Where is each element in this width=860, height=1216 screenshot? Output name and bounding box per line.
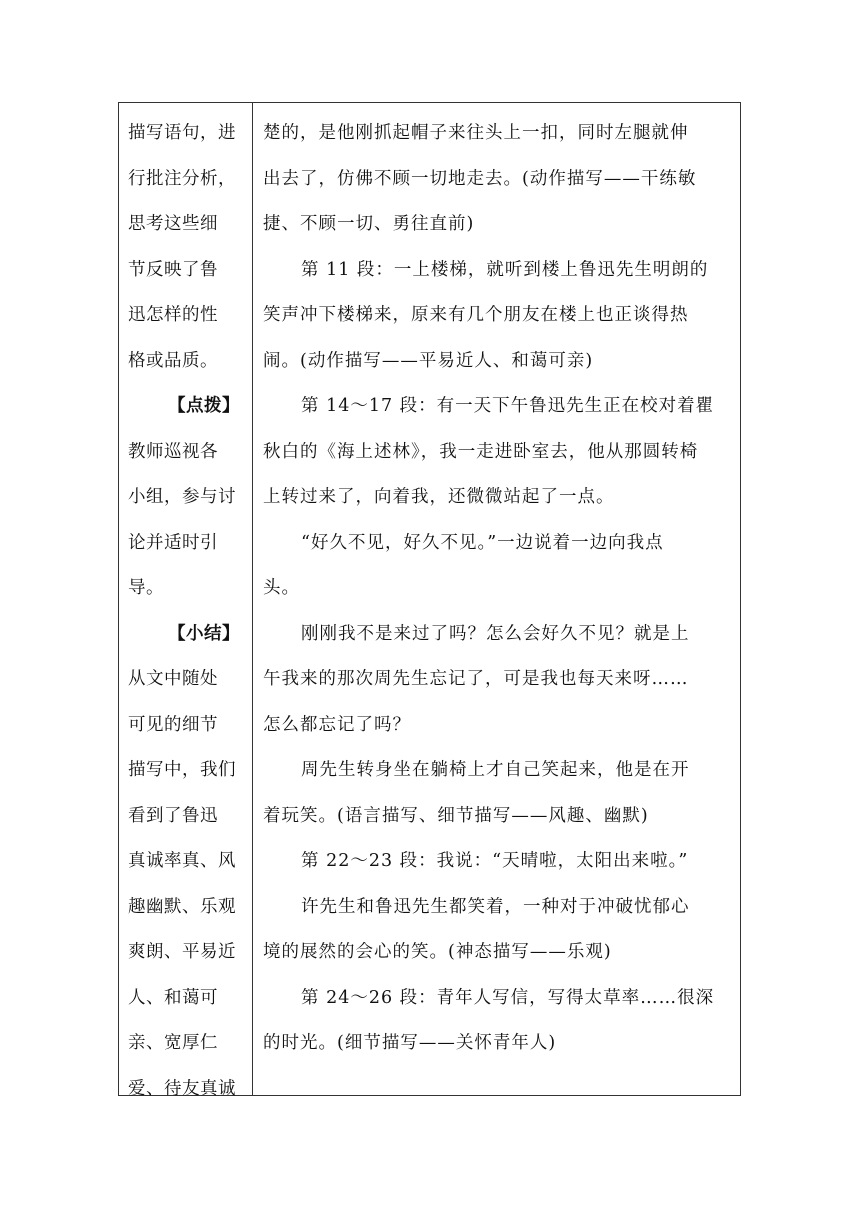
right-text-line: 笑声冲下楼梯来，原来有几个朋友在楼上也正谈得热 (263, 305, 689, 325)
text-analysis-column (253, 103, 740, 1095)
right-text-line: 捷、不顾一切、勇往直前) (263, 214, 475, 234)
right-text-line: 第 14～17 段：有一天下午鲁迅先生正在校对着瞿 (301, 396, 715, 416)
right-text-line: 刚刚我不是来过了吗？怎么会好久不见？就是上 (301, 623, 690, 644)
right-text-line: 头。 (263, 578, 300, 598)
left-text-line: 教师巡视各 (128, 441, 218, 462)
left-text-line: 描写中，我们 (128, 760, 236, 780)
right-text-line: 出去了，仿佛不顾一切地走去。(动作描写——干练敏 (263, 168, 697, 189)
left-text-line: 真诚率真、风 (128, 851, 236, 871)
left-text-line: 格或品质。 (128, 350, 218, 371)
lesson-table (118, 102, 741, 1099)
left-text-line: 看到了鲁迅 (128, 805, 218, 826)
left-text-line: 亲、宽厚仁 (128, 1033, 218, 1053)
left-text-line: 描写语句，进 (128, 123, 236, 143)
right-text-line: 第 24～26 段：青年人写信，写得太草率……很深 (301, 987, 715, 1008)
right-text-line: 境的展然的会心的笑。(神态描写——乐观) (263, 942, 612, 962)
right-text-line: “好久不见，好久不见。”一边说着一边向我点 (301, 532, 664, 553)
right-text-line: 许先生和鲁迅先生都笑着，一种对于冲破忧郁心 (301, 896, 690, 917)
left-section-heading: 【点拨】 (168, 396, 240, 416)
right-text-line: 闹。(动作描写——平易近人、和蔼可亲) (263, 350, 594, 371)
left-text-line: 爽朗、平易近 (128, 942, 236, 962)
left-text-line: 可见的细节 (128, 714, 218, 735)
left-text-line: 思考这些细 (128, 214, 218, 234)
right-text-line: 第 11 段：一上楼梯，就听到楼上鲁迅先生明朗的 (301, 259, 709, 280)
left-text-line: 迅怎样的性 (128, 305, 218, 325)
left-section-heading: 【小结】 (168, 623, 240, 644)
right-text-line: 着玩笑。(语言描写、细节描写——风趣、幽默) (263, 805, 649, 826)
left-text-line: 行批注分析， (128, 168, 236, 189)
left-text-line: 节反映了鲁 (128, 259, 218, 280)
right-text-line: 的时光。(细节描写——关怀青年人) (263, 1033, 557, 1053)
right-text-line: 第 22～23 段：我说：“天晴啦，太阳出来啦。” (301, 851, 689, 871)
teacher-activity-column (119, 103, 253, 1099)
right-text-line: 周先生转身坐在躺椅上才自己笑起来，他是在开 (301, 760, 690, 780)
right-text-line: 楚的，是他刚抓起帽子来往头上一扣，同时左腿就伸 (263, 123, 689, 143)
left-text-line: 导。 (128, 578, 164, 598)
right-text-line: 秋白的《海上述林》，我一走进卧室去，他从那圆转椅 (263, 441, 699, 462)
right-text-line: 怎么都忘记了吗？ (263, 714, 411, 735)
right-text-line: 午我来的那次周先生忘记了，可是我也每天来呀…… (263, 669, 689, 689)
left-text-line: 论并适时引 (128, 532, 218, 553)
left-text-line: 小组，参与讨 (128, 487, 236, 507)
left-text-line: 趣幽默、乐观 (128, 896, 236, 917)
left-text-line: 从文中随处 (128, 669, 218, 689)
left-text-line: 爱、待友真诚 (128, 1078, 236, 1099)
left-text-line: 人、和蔼可 (128, 987, 218, 1008)
right-text-line: 上转过来了，向着我，还微微站起了一点。 (263, 487, 615, 507)
